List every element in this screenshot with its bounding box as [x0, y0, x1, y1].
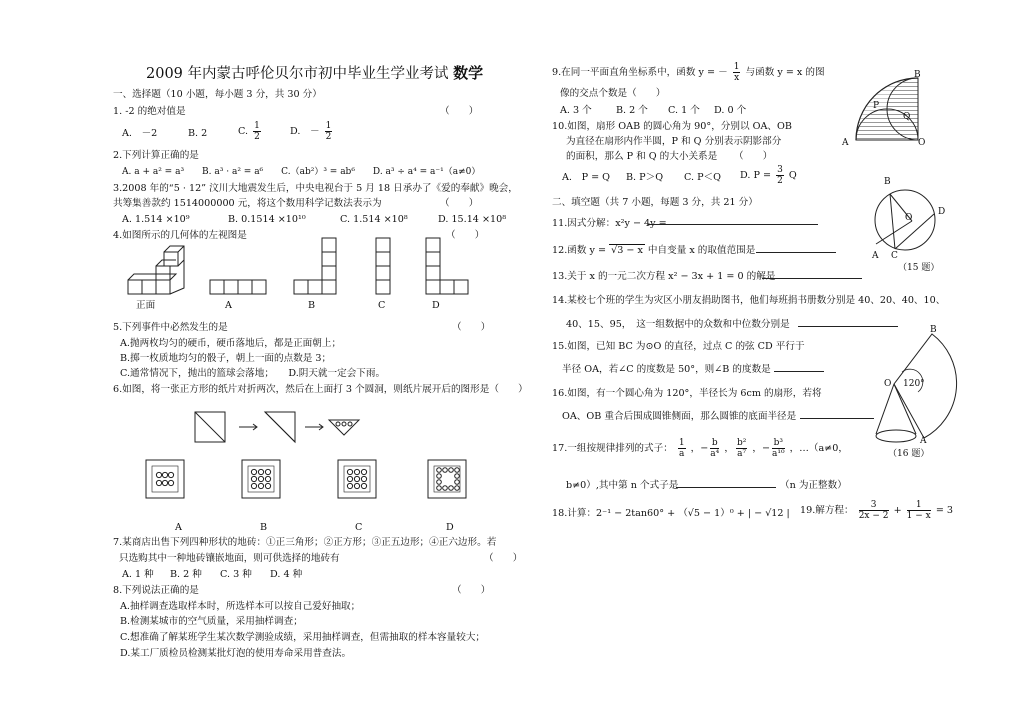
q8-option-d: D.某工厂质检员检测某批灯泡的使用寿命采用普查法。 [120, 648, 352, 659]
q3-option-c: C. 1.514 ×10⁸ [340, 214, 408, 225]
q16-text-line2: OA、OB 重合后围成圆锥侧面，那么圆锥的底面半径是 [562, 411, 797, 422]
q15-diameter-bc [890, 194, 895, 249]
q7-text-line2: 只选购其中一种地砖镶嵌地面，则可供选择的地砖有 [119, 553, 340, 564]
q8-option-a: A.抽样调查选取样本时，所选样本可以按自己爱好抽取； [120, 601, 361, 612]
q5-option-a: A.抛两枚均匀的硬币，硬币落地后，都是正面朝上； [120, 338, 342, 349]
q9-option-d: D. 0 个 [714, 105, 747, 116]
fig15-label-a: A [872, 251, 879, 261]
fig10-label-b: B [914, 70, 921, 80]
q4-label-c: C [378, 300, 386, 311]
q7-option-a: A. 1 种 [122, 569, 154, 580]
fig15-label-c: C [891, 251, 898, 261]
q18-text: 18.计算：2⁻¹ − 2tan60° + （√5 − 1）⁰ + | − √12 | [552, 508, 790, 519]
q3-option-a: A. 1.514 ×10⁹ [122, 214, 190, 225]
q4-label-d: D [432, 300, 440, 311]
q9-text-line2: 像的交点个数是（ ） [560, 88, 666, 99]
q9-text-line1: 9.在同一平面直角坐标系中，函数 y = － $\frac{1}{x}$ 与函数 y = x 的图 [552, 62, 825, 83]
q7-option-d: D. 4 种 [270, 569, 303, 580]
q4-solid-figure [128, 246, 184, 294]
q4-option-b-figure [294, 238, 336, 294]
q8-text: 8.下列说法正确的是 [113, 585, 199, 596]
q10-text-line2: 为直径在扇形内作半圆，P 和 Q 分别表示阴影部分 [566, 136, 782, 147]
q10-text-line3: 的面积，那么 P 和 Q 的大小关系是 [566, 151, 718, 162]
q9-option-c: C. 1 个 [668, 105, 700, 116]
q6-label-a: A [175, 522, 182, 533]
q5-option-b: B.掷一枚质地均匀的骰子，朝上一面的点数是 3； [120, 353, 332, 364]
q9-option-b: B. 2 个 [616, 105, 648, 116]
fig10-label-o: O [918, 138, 926, 148]
q1-option-a: A. －2 [122, 128, 158, 139]
fig16-label-o: O [884, 379, 892, 389]
q17-text-line1: 17.一组按规律排列的式子： $\frac{1}{a}$ ，− $\frac{b}{\text{a⁴}}$ ， $\frac{\text{b²}}{\text{a⁷}}$ ，− $\frac{\text{b³}}{\text{a¹⁰}}$ ，…（a≠0， [552, 438, 848, 459]
q17-text-line2-tail: （n 为正整数） [780, 480, 847, 491]
fig15-label-o: O [905, 213, 913, 223]
q9-option-a: A. 3 个 [560, 105, 592, 116]
q3-option-b: B. 0.1514 ×10¹⁰ [228, 214, 306, 225]
fig15-label-b: B [884, 177, 891, 187]
q8-option-b: B.检测某城市的空气质量，采用抽样调查； [120, 616, 303, 627]
q3-paren: （ ） [440, 198, 479, 209]
q10-text-line1: 10.如图，扇形 OAB 的圆心角为 90°，分别以 OA、OB [552, 121, 792, 132]
q2-options: A. a + a² = a³ B. a³ · a² = a⁶ C.（ab²）³ = ab⁶ D. a³ ÷ a⁴ = a⁻¹（a≠0） [122, 167, 481, 177]
q6-label-c: C [355, 522, 363, 533]
q13-answer-blank[interactable] [762, 278, 862, 279]
q1-option-c: C. $\frac{1}{2}$ [238, 121, 260, 142]
q4-label-b: B [308, 300, 316, 311]
fig10-label-a: A [842, 138, 849, 148]
q15-text-line1: 15.如图，已知 BC 为⊙O 的直径，过点 C 的弦 CD 平行于 [552, 341, 805, 352]
fig16-label-a: A [920, 436, 927, 446]
fig16-caption: （16 题） [888, 449, 930, 459]
q11-answer-blank[interactable] [648, 224, 818, 225]
q5-paren: （ ） [452, 322, 491, 333]
q3-text-line2: 共筹集善款约 1514000000 元，将这个数用科学记数法表示为 [113, 198, 382, 209]
fig15-label-d: D [938, 207, 946, 217]
fig16-label-b: B [930, 325, 937, 335]
q4-label-front: 正面 [136, 300, 156, 311]
q4-option-a-figure [210, 280, 266, 294]
q6-folding-figure [195, 408, 375, 448]
q10-paren: （ ） [734, 151, 773, 162]
q10-option-c: C. P＜Q [684, 172, 722, 183]
subject-title: 数学 [453, 64, 484, 82]
q10-option-d: D. P = $\frac{3}{2}$ Q [740, 165, 797, 186]
q8-paren: （ ） [452, 585, 491, 596]
q5-text: 5.下列事件中必然发生的是 [113, 322, 228, 333]
q7-option-b: B. 2 种 [170, 569, 202, 580]
q4-text: 4.如图所示的几何体的左视图是 [113, 230, 247, 241]
q4-paren: （ ） [446, 230, 485, 241]
q14-text-line2: 40、15、95， 这一组数据中的众数和中位数分别是 [566, 319, 790, 330]
q3-option-d: D. 15.14 ×10⁸ [438, 214, 507, 225]
q16-text-line1: 16.如图，有一个圆心角为 120°，半径长为 6cm 的扇形，若将 [552, 388, 822, 399]
q4-figures [128, 242, 508, 302]
q11-text: 11.因式分解：x²y − 4y = [552, 218, 667, 229]
q12-text: 12.函数 y = √3 − x 中自变量 x 的取值范围是 [552, 245, 756, 256]
q17-answer-blank[interactable] [676, 487, 776, 488]
q16-answer-blank[interactable] [800, 418, 874, 419]
q13-text: 13.关于 x 的一元二次方程 x² − 3x + 1 = 0 的解是 [552, 271, 776, 282]
q4-option-c-figure [376, 238, 390, 294]
q15-answer-blank[interactable] [774, 371, 824, 372]
fig15-caption: （15 题） [898, 263, 940, 273]
q6-label-b: B [260, 522, 268, 533]
section-2-heading: 二、填空题（共 7 小题，每题 3 分，共 21 分） [552, 197, 758, 208]
q4-label-a: A [225, 300, 232, 311]
q1-text: 1. -2 的绝对值是 [113, 106, 186, 117]
q2-text: 2.下列计算正确的是 [113, 150, 199, 161]
q6-text: 6.如图，将一张正方形的纸片对折两次，然后在上面打 3 个圆洞，则纸片展开后的图形是（ ） [113, 384, 528, 395]
q4-option-d-figure [426, 238, 468, 294]
q15-text-line2: 半径 OA，若∠C 的度数是 50°，则∠B 的度数是 [562, 364, 771, 375]
section-1-heading: 一、选择题（10 小题，每小题 3 分，共 30 分） [113, 89, 322, 100]
q14-text-line1: 14.某校七个班的学生为灾区小朋友捐助图书，他们每班捐书册数分别是 40、20、40、10、 [552, 295, 946, 306]
q19-text: 19.解方程： $\frac{3}{2x - 2}$ + $\frac{1}{1 - x}$ = 3 [800, 500, 954, 521]
fig10-label-q: Q [903, 112, 911, 122]
fig10-label-p: P [873, 101, 880, 111]
q12-answer-blank[interactable] [756, 252, 836, 253]
q10-option-b: B. P＞Q [626, 172, 664, 183]
q6-label-d: D [446, 522, 454, 533]
q6-options-figure [146, 460, 466, 502]
q7-paren: （ ） [484, 553, 523, 564]
q10-option-a: A. P = Q [562, 172, 611, 183]
q7-text-line1: 7.某商店出售下列四种形状的地砖：①正三角形；②正方形；③正五边形；④正六边形。若 [113, 537, 497, 548]
q3-text-line1: 3.2008 年的“5 · 12” 汶川大地震发生后，中央电视台于 5 月 18 日承办了《爱的奉献》晚会， [113, 183, 518, 194]
page-title: 2009 年内蒙古呼伦贝尔市初中毕业生学业考试 数学 [146, 64, 484, 82]
q8-option-c: C.想准确了解某班学生某次数学测验成绩，采用抽样调查，但需抽取的样本容量较大； [120, 632, 486, 643]
q1-option-b: B. 2 [188, 128, 208, 139]
q17-text-line2: b≠0）,其中第 n 个式子是 [566, 480, 679, 491]
q1-paren: （ ） [440, 106, 479, 117]
q7-option-c: C. 3 种 [220, 569, 252, 580]
q5-option-cd: C.通常情况下，抛出的篮球会落地； D.阴天就一定会下雨。 [120, 368, 386, 379]
fig16-label-angle: 120° [903, 379, 925, 389]
q1-option-d: D. － $\frac{1}{2}$ [290, 121, 332, 142]
